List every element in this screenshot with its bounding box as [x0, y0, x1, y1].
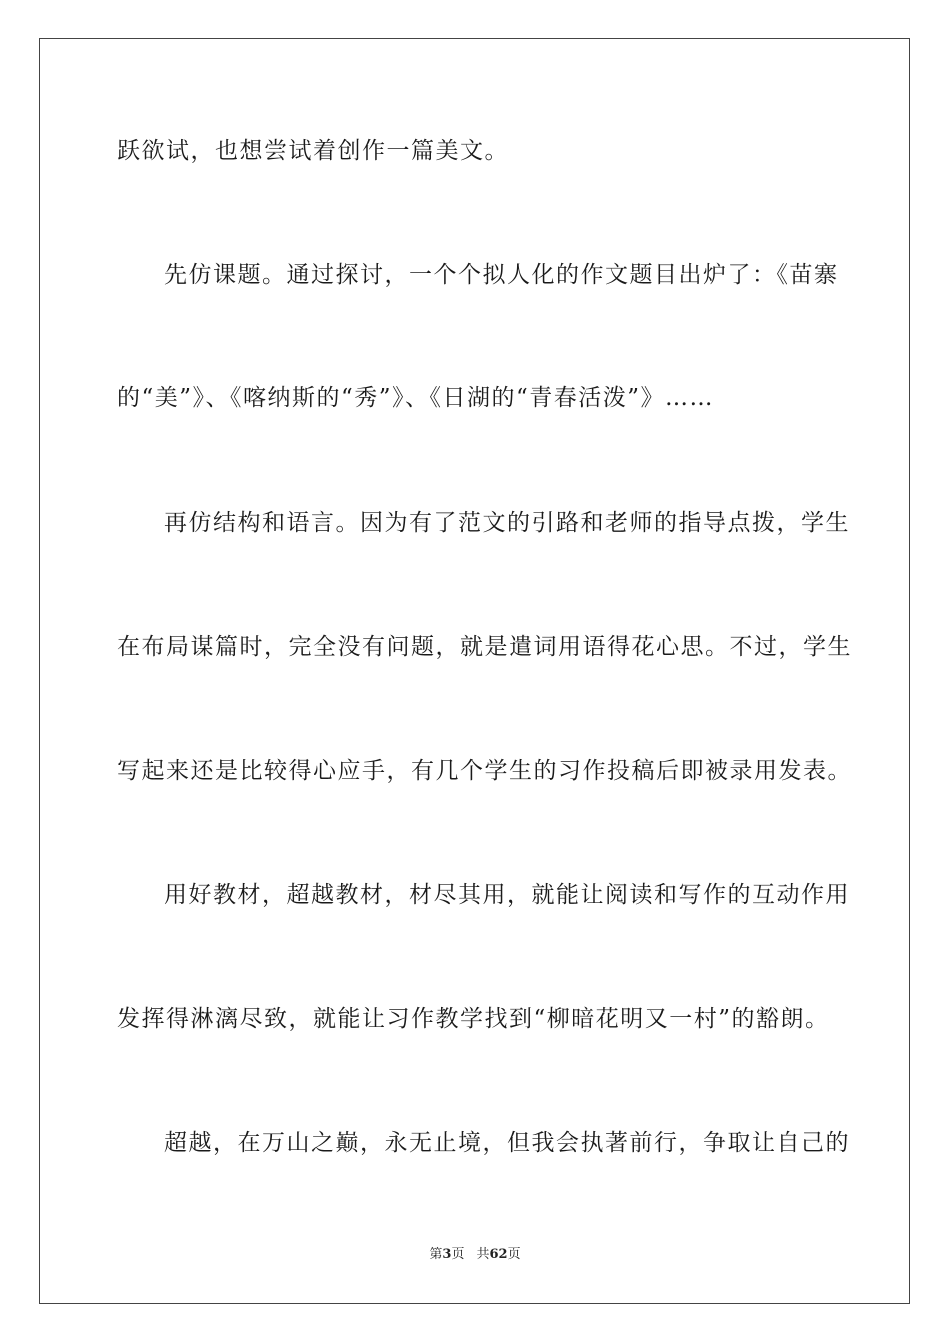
body-text-line: 先仿课题。通过探讨，一个个拟人化的作文题目出炉了：《苗寨	[164, 262, 839, 288]
total-pages: 62	[489, 1247, 508, 1262]
page-frame	[39, 38, 910, 1304]
body-text-line: 发挥得淋漓尽致，就能让习作教学找到“柳暗花明又一村”的豁朗。	[117, 1006, 830, 1032]
page-footer	[0, 1246, 950, 1264]
page-number: 3	[442, 1247, 452, 1262]
body-text-line: 的“美”》、《喀纳斯的“秀”》、《日湖的“青春活泼”》……	[117, 385, 715, 411]
body-text-line: 写起来还是比较得心应手，有几个学生的习作投稿后即被录用发表。	[117, 758, 852, 784]
body-text-line: 用好教材，超越教材，材尽其用，就能让阅读和写作的互动作用	[164, 882, 850, 908]
body-text-line: 再仿结构和语言。因为有了范文的引路和老师的指导点拨，学生	[164, 510, 850, 536]
body-text-line: 超越，在万山之巅，永无止境，但我会执著前行，争取让自己的	[164, 1130, 850, 1156]
body-text-line: 在布局谋篇时，完全没有问题，就是遣词用语得花心思。不过，学生	[117, 634, 852, 660]
page-prefix: 第	[429, 1247, 443, 1262]
body-text-line: 跃欲试，也想尝试着创作一篇美文。	[117, 138, 509, 164]
total-suffix: 页	[507, 1247, 521, 1262]
total-prefix: 共	[476, 1247, 490, 1262]
page-suffix: 页	[451, 1247, 465, 1262]
